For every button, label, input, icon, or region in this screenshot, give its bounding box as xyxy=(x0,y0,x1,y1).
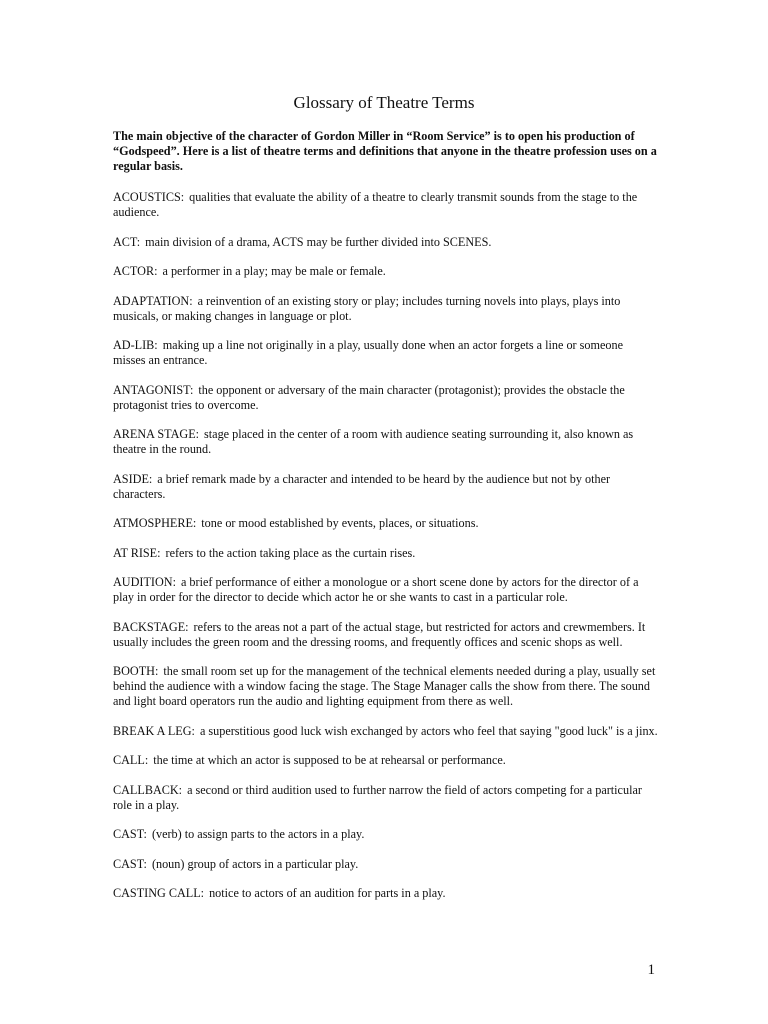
glossary-entry xyxy=(113,516,658,531)
glossary-definition: the time at which an actor is supposed to be at rehearsal or performance. xyxy=(153,753,506,767)
glossary-entry xyxy=(113,294,658,324)
glossary-definition: a brief performance of either a monologue or a short scene done by actors for the director of a play in order for the director to decide which actor he or she wants to cast in a particular role. xyxy=(113,575,639,604)
glossary-entry xyxy=(113,338,658,368)
glossary-term: BACKSTAGE: xyxy=(113,619,189,634)
glossary-entry xyxy=(113,827,658,842)
glossary-term: ACT: xyxy=(113,234,141,249)
glossary-term: CAST: xyxy=(113,856,147,871)
glossary-entry xyxy=(113,664,658,709)
glossary-term: ANTAGONIST: xyxy=(113,382,194,397)
page-number: 1 xyxy=(647,962,655,978)
glossary-term: AD-LIB: xyxy=(113,338,158,352)
glossary-term: ACTOR: xyxy=(113,264,158,278)
glossary-entry xyxy=(113,724,658,739)
glossary-list xyxy=(113,190,658,901)
glossary-definition: (verb) to assign parts to the actors in a play. xyxy=(151,827,365,841)
glossary-entry xyxy=(113,264,658,279)
glossary-entry xyxy=(113,546,658,561)
glossary-term: BREAK A LEG: xyxy=(113,723,195,738)
glossary-definition: the small room set up for the management of the technical elements needed during a play, usually set behind the audience with a window facing the stage. The Stage Manager calls the show from there. The sound and light board operators run the audio and lighting equipment from there as well. xyxy=(113,664,656,708)
glossary-entry xyxy=(113,427,658,457)
glossary-term: ATMOSPHERE: xyxy=(113,516,197,530)
glossary-definition: a brief remark made by a character and intended to be heard by the audience but not by other characters. xyxy=(113,471,611,501)
glossary-definition: (noun) group of actors in a particular play. xyxy=(151,856,359,871)
glossary-term: CAST: xyxy=(113,827,147,841)
glossary-definition: refers to the areas not a part of the actual stage, but restricted for actors and crewmembers. It usually includes the green room and the dressing rooms, and frequently offices and scenic shops as well. xyxy=(113,619,646,649)
glossary-definition: notice to actors of an audition for parts in a play. xyxy=(209,886,446,900)
glossary-definition: tone or mood established by events, places, or situations. xyxy=(201,516,479,530)
glossary-term: CALLBACK: xyxy=(113,782,183,797)
glossary-term: CALL: xyxy=(113,753,149,767)
glossary-definition: qualities that evaluate the ability of a theatre to clearly transmit sounds from the stage to the audience. xyxy=(113,190,638,219)
glossary-entry xyxy=(113,857,658,872)
glossary-definition: a superstitious good luck wish exchanged by actors who feel that saying "good luck" is a jinx. xyxy=(199,723,658,738)
page-title: Glossary of Theatre Terms xyxy=(293,93,475,112)
glossary-definition: a reinvention of an existing story or play; includes turning novels into plays, plays into musicals, or making changes in language or plot. xyxy=(113,293,621,323)
glossary-entry xyxy=(113,575,658,605)
glossary-term: CASTING CALL: xyxy=(113,886,205,900)
glossary-term: ASIDE: xyxy=(113,471,153,486)
glossary-definition: a performer in a play; may be male or female. xyxy=(162,264,386,278)
glossary-entry xyxy=(113,783,658,813)
glossary-term: AUDITION: xyxy=(113,575,176,589)
glossary-entry xyxy=(113,190,658,220)
intro-paragraph: The main objective of the character of Gordon Miller in “Room Service” is to open his production of “Godspeed”. Here is a list of theatre terms and definitions that anyone in the theatre profession uses on a regular basis. xyxy=(113,129,657,173)
glossary-definition: main division of a drama, ACTS may be further divided into SCENES. xyxy=(145,234,492,249)
glossary-entry xyxy=(113,235,658,250)
glossary-term: AT RISE: xyxy=(113,545,161,560)
glossary-entry xyxy=(113,620,658,650)
glossary-term: BOOTH: xyxy=(113,664,159,678)
glossary-term: ACOUSTICS: xyxy=(113,190,185,204)
glossary-term: ARENA STAGE: xyxy=(113,427,200,441)
glossary-definition: stage placed in the center of a room with audience seating surrounding it, also known as theatre in the round. xyxy=(113,427,634,456)
glossary-term: ADAPTATION: xyxy=(113,293,193,308)
glossary-definition: a second or third audition used to further narrow the field of actors competing for a particular role in a play. xyxy=(113,782,642,812)
glossary-definition: making up a line not originally in a play, usually done when an actor forgets a line or someone misses an entrance. xyxy=(113,338,623,367)
glossary-definition: refers to the action taking place as the curtain rises. xyxy=(165,545,416,560)
document-body xyxy=(113,129,658,916)
glossary-entry xyxy=(113,383,658,413)
glossary-entry xyxy=(113,886,658,901)
glossary-entry xyxy=(113,753,658,768)
glossary-definition: the opponent or adversary of the main character (protagonist); provides the obstacle the protagonist tries to overcome. xyxy=(113,382,625,412)
glossary-entry xyxy=(113,472,658,502)
